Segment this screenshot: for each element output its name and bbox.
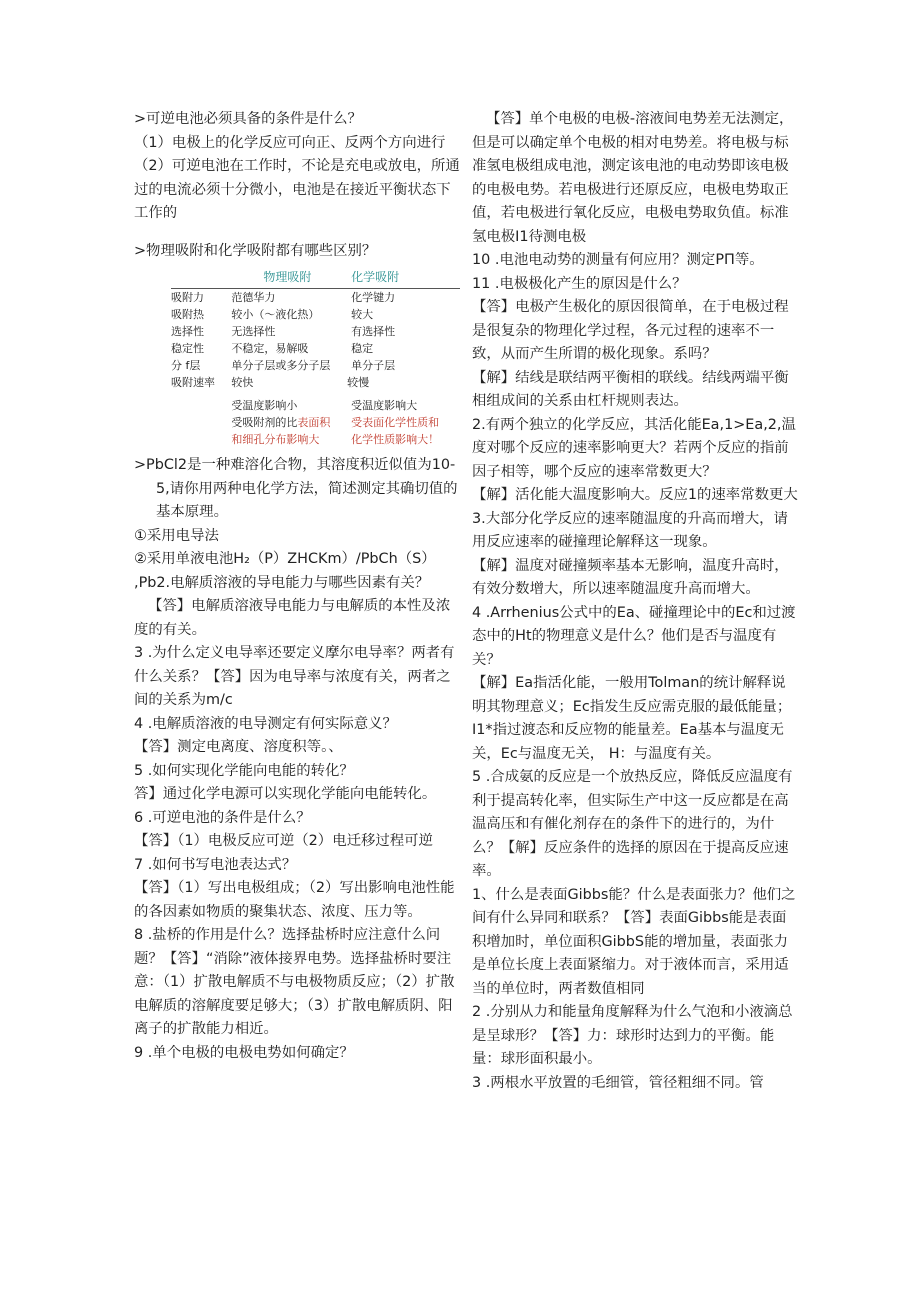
question-pbcl2: >PbCl2是一种难溶化合物，其溶度积近似值为10-5,请你用两种电化学方法，简述测定其确切值的基本原理。 xyxy=(134,457,458,520)
surface-question-2: 2 .分别从力和能量角度解释为什么气泡和小液滴总是呈球形？【答】力：球形时达到力的平衡。能量：球形面积最小。 xyxy=(472,1004,793,1067)
answer-2: 【答】电解质溶液导电能力与电解质的本性及浓度的有关。 xyxy=(134,598,451,638)
answer-5: 答】通过化学电源可以实现化学能向电能转化。 xyxy=(134,786,437,802)
question-11: 11 .电极极化产生的原因是什么？ xyxy=(472,275,687,292)
question-3: 3 .为什么定义电导率还要定义摩尔电导率？两者有什么关系？【答】因为电导率与浓度有关，两者之间的关系为m/c xyxy=(134,645,455,708)
kinetics-question-4: 4 .Arrhenius公式中的Ea、碰撞理论中的Ec和过渡态中的Ht的物理意义是什么？他们是否与温度有关？ xyxy=(472,604,796,668)
answer-9: 【答】单个电极的电极-溶液间电势差无法测定，但是可以确定单个电极的相对电势差。将电极与标准氢电极组成电池，测定该电池的电动势即该电极的电极电势。若电极进行还原反应，电极电势取正值，若电极进行氧化反应，电极电势取负值。标准氢电极I1待测电极 xyxy=(472,111,794,245)
table-row: 受温度影响小 受温度影响大 xyxy=(231,399,418,412)
question-9: 9 .单个电极的电极电势如何确定？ xyxy=(134,1044,354,1061)
table-row: 吸附速率 较快 较慢 xyxy=(171,376,370,389)
surface-question-3: 3 .两根水平放置的毛细管，管径粗细不同。管 xyxy=(472,1074,764,1091)
table-row: 稳定性 不稳定，易解吸 稳定 xyxy=(171,342,374,355)
answer-reversible-1: （1）电极上的化学反应可向正、反两个方向进行 xyxy=(134,134,446,151)
method-2: ②采用单液电池H₂（P）ZHCKm）/PbCh（S） xyxy=(134,551,436,567)
question-4: 4 .电解质溶液的电导测定有何实际意义？ xyxy=(134,715,397,732)
method-1: ①采用电导法 xyxy=(134,527,219,544)
kinetics-answer-4: 【解】Ea指活化能，一般用Tolman的统计解释说明其物理意义；Ec指发生反应需克服的最低能量；I1*指过渡态和反应物的能量差。Ea基本与温度无关，Ec与温度无关， H：与温度有关。 xyxy=(472,675,792,762)
table-row: 吸附热 较小（～液化热） 较大 xyxy=(171,308,374,321)
answer-7: 【答】（1）写出电极组成；（2）写出影响电池性能的各因素如物质的聚集状态、浓度、压力等。 xyxy=(134,880,455,920)
surface-question-1: 1、什么是表面Gibbs能？什么是表面张力？他们之间有什么异同和联系？【答】表面Gibbs能是表面积增加时，单位面积GibbS能的增加量，表面张力是单位长度上表面紧缩力。对于液体而言，采用适当的单位时，两者数值相同 xyxy=(472,886,796,997)
kinetics-answer-2: 【解】活化能大温度影响大。反应1的速率常数更大 xyxy=(472,487,798,503)
table-row: 和细孔分布影响大 化学性质影响大！ xyxy=(231,433,440,446)
kinetics-question-3: 3.大部分化学反应的速率随温度的升高而增大，请用反应速率的碰撞理论解释这一现象。 xyxy=(472,510,788,550)
table-row: 受吸附剂的比表面积 受表面化学性质和 xyxy=(231,416,440,429)
right-column xyxy=(472,108,798,1095)
question-5: 5 .如何实现化学能向电能的转化？ xyxy=(134,762,354,779)
kinetics-question-5: 5 .合成氨的反应是一个放热反应，降低反应温度有利于提高转化率，但实际生产中这一反应都是在高温高压和有催化剂存在的条件下的进行的，为什么？【解】反应条件的选择的原因在于提高反应速率。 xyxy=(472,769,793,879)
answer-4: 【答】测定电离度、溶度积等。、 xyxy=(134,739,343,755)
header-chemical: 化学吸附 xyxy=(347,269,460,289)
table-row: 选择性 无选择性 有选择性 xyxy=(171,325,396,338)
answer-6: 【答】（1）电极反应可逆（2）电迁移过程可逆 xyxy=(134,833,433,849)
table-row: 分 f层 单分子层或多分子层 单分子层 xyxy=(171,359,396,372)
answer-reversible-2: （2）可逆电池在工作时，不论是充电或放电，所通过的电流必须十分微小，电池是在接近平衡状态下工作的 xyxy=(134,158,460,221)
table-row: 吸附力 范德华力 化学键力 xyxy=(171,291,396,304)
question-7: 7 .如何书写电池表达式？ xyxy=(134,856,297,873)
question-10: 10 .电池电动势的测量有何应用？测定PΠ等。 xyxy=(472,252,764,268)
left-column xyxy=(134,108,460,1065)
question-adsorption: >物理吸附和化学吸附都有哪些区别？ xyxy=(134,242,377,259)
adsorption-comparison-table xyxy=(171,269,460,448)
answer-11: 【答】电极产生极化的原因很简单，在于电极过程是很复杂的物理化学过程，各元过程的速率不一致，从而产生所谓的极化现象。系吗？ xyxy=(472,299,789,362)
kinetics-question-2: 2.有两个独立的化学反应，其活化能Ea,1>Ea,2,温度对哪个反应的速率影响更大？若两个反应的指前因子相等，哪个反应的速率常数更大？ xyxy=(472,416,796,480)
question-reversible-cell: >可逆电池必须具备的条件是什么？ xyxy=(134,111,362,127)
explanation-tie-line: 【解】结线是联结两平衡相的联线。结线两端平衡相组成间的关系由杠杆规则表达。 xyxy=(472,369,789,409)
kinetics-answer-3: 【解】温度对碰撞频率基本无影响，温度升高时，有效分数增大，所以速率随温度升高而增大。 xyxy=(472,557,789,597)
question-6: 6 .可逆电池的条件是什么？ xyxy=(134,809,311,826)
question-2: ,Pb2.电解质溶液的导电能力与哪些因素有关？ xyxy=(134,574,430,591)
header-physical: 物理吸附 xyxy=(227,269,347,289)
table-header-row xyxy=(171,269,460,289)
question-8: 8 .盐桥的作用是什么？选择盐桥时应注意什么问题？【答】“消除”液体接界电势。选择盐桥时要注意：（1）扩散电解质不与电极物质反应；（2）扩散电解质的溶解度要足够大；（3）扩散电解质阴、阳离子的扩散能力相近。 xyxy=(134,927,455,1037)
